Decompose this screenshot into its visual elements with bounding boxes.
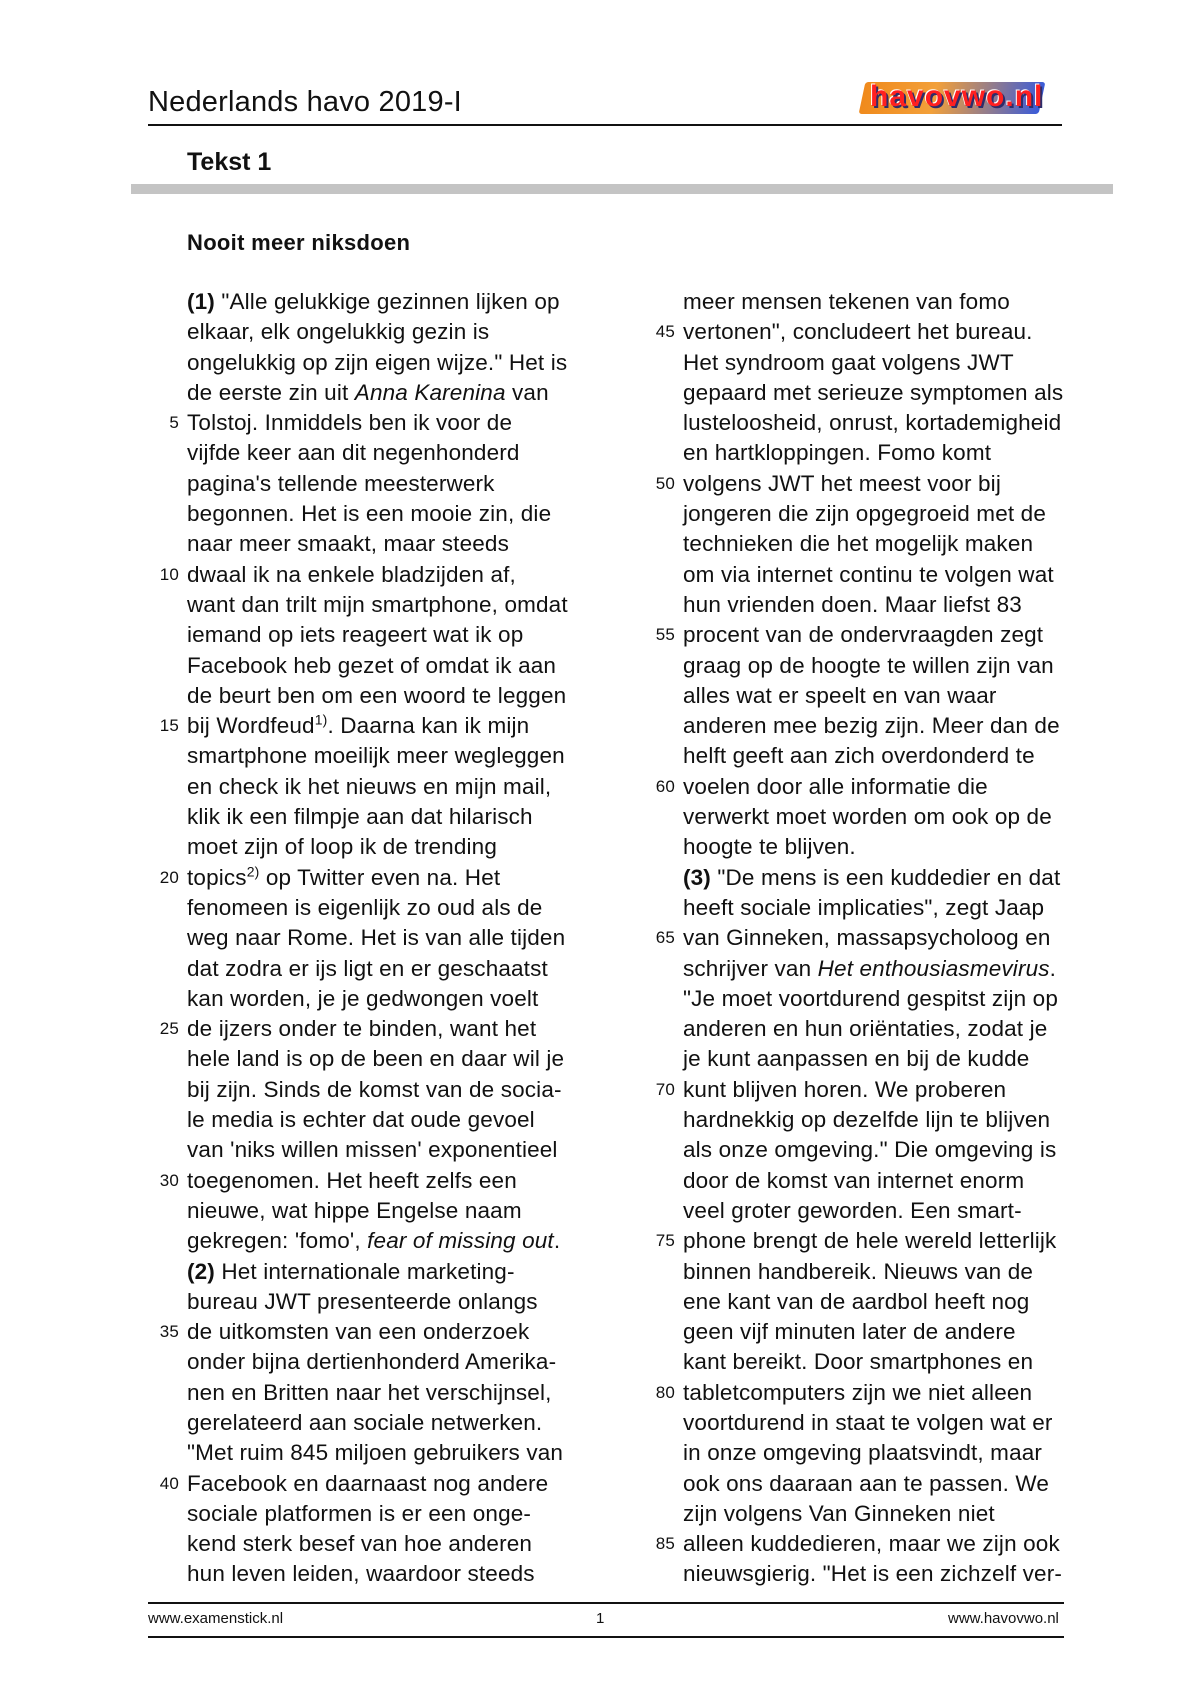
line-number: 15 — [159, 716, 179, 736]
text-line — [187, 590, 607, 620]
text-segment: elkaar, elk ongelukkig gezin is — [187, 319, 490, 345]
footnote-marker: 1) — [314, 711, 328, 728]
text-line — [187, 469, 607, 499]
text-segment: volgens JWT het meest voor bij — [683, 470, 1001, 496]
text-segment: weg naar Rome. Het is van alle tijden — [187, 925, 566, 951]
text-line — [683, 1287, 1103, 1317]
text-line — [187, 1438, 607, 1468]
paragraph-number: (3) — [683, 864, 711, 890]
text-line — [187, 1499, 607, 1529]
text-segment: Facebook en daarnaast nog andere — [187, 1470, 549, 1496]
text-line — [683, 499, 1103, 529]
text-line — [683, 832, 1103, 862]
text-line — [187, 1044, 607, 1074]
footer-link-examenstick[interactable]: www.examenstick.nl — [148, 1610, 284, 1627]
text-line — [683, 1196, 1103, 1226]
text-line — [187, 923, 607, 953]
text-line — [683, 1014, 1103, 1044]
text-segment: pagina's tellende meesterwerk — [187, 470, 495, 496]
paragraph-number: (2) — [187, 1258, 215, 1284]
text-line — [683, 438, 1103, 468]
text-line — [187, 893, 607, 923]
text-line — [683, 590, 1103, 620]
text-line — [187, 529, 607, 559]
text-line — [187, 1378, 607, 1408]
text-line — [683, 1559, 1103, 1589]
text-segment: van Ginneken, massapsycholoog en — [683, 925, 1051, 951]
line-number: 40 — [159, 1473, 179, 1493]
text-segment: voortdurend in staat te volgen wat er — [683, 1409, 1053, 1435]
text-line — [187, 1347, 607, 1377]
text-segment: "Met ruim 845 miljoen gebruikers van — [187, 1440, 564, 1466]
text-segment: vijfde keer aan dit negenhonderd — [187, 440, 520, 466]
text-line — [683, 1317, 1103, 1347]
text-segment: kunt blijven horen. We proberen — [683, 1076, 1007, 1102]
text-segment: Facebook heb gezet of omdat ik aan — [187, 652, 557, 678]
text-segment: je kunt aanpassen en bij de kudde — [683, 1046, 1030, 1072]
text-segment: dat zodra er ijs ligt en er geschaatst — [187, 955, 548, 981]
text-segment: nieuwe, wat hippe Engelse naam — [187, 1197, 522, 1223]
text-segment: helft geeft aan zich overdonderd te — [683, 743, 1035, 769]
text-line — [683, 529, 1103, 559]
text-line — [655, 923, 1103, 953]
line-number: 75 — [655, 1231, 675, 1251]
text-segment: hun leven leiden, waardoor steeds — [187, 1561, 535, 1587]
text-line — [187, 681, 607, 711]
text-line — [683, 954, 1103, 984]
text-segment: moet zijn of loop ik de trending — [187, 834, 497, 860]
paragraph-number: (1) — [187, 289, 215, 314]
logo-text: havovwo.nl — [870, 80, 1044, 113]
text-line — [683, 1044, 1103, 1074]
text-segment: de ijzers onder te binden, want het — [187, 1016, 537, 1042]
text-line — [655, 1529, 1103, 1559]
text-line — [683, 1347, 1103, 1377]
text-segment: nieuwsgierig. "Het is een zichzelf ver- — [683, 1561, 1062, 1587]
text-segment: "Alle gelukkige gezinnen lijken op — [214, 289, 560, 314]
footer-divider-bottom — [148, 1636, 1064, 1638]
header-title: Nederlands havo 2019-I — [148, 86, 462, 118]
line-number: 55 — [655, 625, 675, 645]
footnote-marker: 2) — [246, 863, 260, 880]
text-segment: dwaal ik na enkele bladzijden af, — [187, 561, 516, 587]
text-segment: technieken die het mogelijk maken — [683, 531, 1034, 557]
text-line — [159, 1469, 607, 1499]
text-line — [187, 1408, 607, 1438]
text-segment: topics — [187, 864, 247, 890]
text-segment: anderen en hun oriëntaties, zodat je — [683, 1016, 1048, 1042]
page-number: 1 — [596, 1610, 605, 1627]
text-line — [683, 1105, 1103, 1135]
text-line — [655, 469, 1103, 499]
text-segment: gekregen: 'fomo', — [187, 1228, 368, 1254]
text-segment: onder bijna dertienhonderd Amerika- — [187, 1349, 557, 1375]
line-number: 80 — [655, 1382, 675, 1402]
line-number: 65 — [655, 928, 675, 948]
text-segment: Tolstoj. Inmiddels ben ik voor de — [187, 410, 513, 436]
text-segment: alleen kuddedieren, maar we zijn ook — [683, 1531, 1060, 1557]
line-number: 25 — [159, 1019, 179, 1039]
text-line — [159, 1166, 607, 1196]
text-segment: graag op de hoogte te willen zijn van — [683, 652, 1054, 678]
text-line — [187, 348, 607, 378]
footer-link-havovwo[interactable]: www.havovwo.nl — [948, 1610, 1059, 1627]
text-line — [683, 863, 1103, 893]
text-line — [655, 620, 1103, 650]
text-line — [187, 772, 607, 802]
text-segment: en hartkloppingen. Fomo komt — [683, 440, 992, 466]
text-line — [683, 378, 1103, 408]
text-segment: iemand op iets reageert wat ik op — [187, 622, 524, 648]
text-line — [683, 802, 1103, 832]
text-line — [187, 317, 607, 347]
header-divider — [148, 124, 1062, 126]
text-line — [683, 893, 1103, 923]
text-segment: meer mensen tekenen van fomo — [683, 289, 1010, 314]
line-number: 60 — [655, 776, 675, 796]
text-segment: . — [1049, 955, 1057, 981]
line-number: 20 — [159, 867, 179, 887]
line-number: 70 — [655, 1079, 675, 1099]
text-segment: verwerkt moet worden om ook op de — [683, 804, 1052, 830]
text-segment: zijn volgens Van Ginneken niet — [683, 1500, 995, 1526]
text-line — [683, 984, 1103, 1014]
text-line — [159, 863, 607, 893]
text-segment: . Daarna kan ik mijn — [327, 713, 530, 739]
text-line — [159, 1317, 607, 1347]
line-number: 10 — [159, 564, 179, 584]
text-line — [159, 711, 607, 741]
text-segment: heeft sociale implicaties", zegt Jaap — [683, 894, 1045, 920]
text-line — [683, 681, 1103, 711]
text-segment: fear of missing out — [367, 1228, 554, 1254]
text-line — [187, 1105, 607, 1135]
text-segment: jongeren die zijn opgegroeid met de — [683, 501, 1046, 527]
text-line — [683, 651, 1103, 681]
text-line — [187, 1559, 607, 1589]
line-number: 85 — [655, 1534, 675, 1554]
article-title: Nooit meer niksdoen — [187, 230, 411, 255]
line-number: 50 — [655, 473, 675, 493]
text-segment: bij Wordfeud — [187, 713, 315, 739]
footer-divider-top — [148, 1602, 1064, 1604]
text-segment: "Je moet voortdurend gespitst zijn op — [683, 985, 1058, 1011]
text-segment: kend sterk besef van hoe anderen — [187, 1531, 533, 1557]
text-segment: bij zijn. Sinds de komst van de socia- — [187, 1076, 562, 1102]
text-line — [683, 1469, 1103, 1499]
text-line — [159, 1014, 607, 1044]
text-segment: hun vrienden doen. Maar liefst 83 — [683, 591, 1022, 617]
text-line — [159, 560, 607, 590]
text-line — [683, 408, 1103, 438]
text-segment: en check ik het nieuws en mijn mail, — [187, 773, 552, 799]
section-title: Tekst 1 — [187, 148, 272, 176]
text-line — [683, 1438, 1103, 1468]
text-line — [187, 499, 607, 529]
text-line — [655, 317, 1103, 347]
text-segment: van — [505, 379, 549, 405]
text-segment: begonnen. Het is een mooie zin, die — [187, 501, 552, 527]
text-line — [683, 348, 1103, 378]
text-line — [187, 1287, 607, 1317]
text-segment: van 'niks willen missen' exponentieel — [187, 1137, 558, 1163]
text-segment: le media is echter dat oude gevoel — [187, 1107, 535, 1133]
text-line — [683, 1166, 1103, 1196]
text-segment: door de komst van internet enorm — [683, 1167, 1025, 1193]
text-segment: binnen handbereik. Nieuws van de — [683, 1258, 1034, 1284]
text-segment: phone brengt de hele wereld letterlijk — [683, 1228, 1057, 1254]
text-segment: kant bereikt. Door smartphones en — [683, 1349, 1034, 1375]
text-line — [187, 378, 607, 408]
text-segment: bureau JWT presenteerde onlangs — [187, 1288, 538, 1314]
text-segment: op Twitter even na. Het — [259, 864, 501, 890]
text-line — [187, 1196, 607, 1226]
text-line — [187, 1075, 607, 1105]
text-line — [187, 620, 607, 650]
text-line — [683, 711, 1103, 741]
text-line — [683, 560, 1103, 590]
text-segment: de uitkomsten van een onderzoek — [187, 1319, 530, 1345]
text-segment: als onze omgeving." Die omgeving is — [683, 1137, 1057, 1163]
text-segment: Het enthousiasmevirus — [817, 955, 1050, 981]
line-number: 45 — [655, 322, 675, 342]
text-segment: gerelateerd aan sociale netwerken. — [187, 1409, 543, 1435]
text-line — [169, 408, 607, 438]
text-segment: de eerste zin uit — [187, 379, 355, 405]
text-line — [187, 438, 607, 468]
text-segment: om via internet continu te volgen wat — [683, 561, 1054, 587]
text-line — [683, 1408, 1103, 1438]
text-segment: gepaard met serieuze symptomen als — [683, 379, 1064, 405]
text-segment: want dan trilt mijn smartphone, omdat — [187, 591, 568, 617]
text-line — [187, 1257, 607, 1287]
text-line — [187, 1135, 607, 1165]
text-segment: Het syndroom gaat volgens JWT — [683, 349, 1014, 375]
text-segment: Het internationale marketing- — [214, 1258, 515, 1284]
text-segment: nen en Britten naar het verschijnsel, — [187, 1379, 552, 1405]
text-segment: in onze omgeving plaatsvindt, maar — [683, 1440, 1043, 1466]
text-line — [187, 984, 607, 1014]
text-line — [187, 802, 607, 832]
text-segment: veel groter geworden. Een smart- — [683, 1197, 1022, 1223]
text-segment: toegenomen. Het heeft zelfs een — [187, 1167, 517, 1193]
text-line — [655, 1075, 1103, 1105]
text-line — [187, 741, 607, 771]
text-line — [187, 1529, 607, 1559]
text-line — [655, 1378, 1103, 1408]
text-segment: de beurt ben om een woord te leggen — [187, 682, 567, 708]
text-segment: kan worden, je je gedwongen voelt — [187, 985, 539, 1011]
text-segment: "De mens is een kuddedier en dat — [710, 864, 1061, 890]
line-number: 5 — [169, 413, 179, 433]
text-segment: procent van de ondervraagden zegt — [683, 622, 1044, 648]
text-line — [187, 1226, 607, 1256]
text-line — [187, 651, 607, 681]
text-line — [187, 954, 607, 984]
text-segment: tabletcomputers zijn we niet alleen — [683, 1379, 1033, 1405]
text-line — [683, 1135, 1103, 1165]
text-segment: ongelukkig op zijn eigen wijze." Het is — [187, 349, 568, 375]
section-bar — [131, 184, 1113, 194]
line-number: 30 — [159, 1170, 179, 1190]
text-segment: hele land is op de been en daar wil je — [187, 1046, 565, 1072]
text-line — [683, 1257, 1103, 1287]
text-segment: ook ons daaraan aan te passen. We — [683, 1470, 1050, 1496]
text-segment: hoogte te blijven. — [683, 834, 856, 860]
text-column-left — [159, 287, 607, 1590]
text-segment: anderen mee bezig zijn. Meer dan de — [683, 713, 1060, 739]
text-line — [683, 1499, 1103, 1529]
text-segment: . — [553, 1228, 561, 1254]
text-line — [655, 772, 1103, 802]
text-segment: fenomeen is eigenlijk zo oud als de — [187, 894, 543, 920]
text-segment: naar meer smaakt, maar steeds — [187, 531, 509, 557]
text-segment: Anna Karenina — [354, 379, 506, 405]
text-line — [187, 832, 607, 862]
text-line — [655, 1226, 1103, 1256]
text-segment: ene kant van de aardbol heeft nog — [683, 1288, 1030, 1314]
text-segment: schrijver van — [683, 955, 818, 981]
text-segment: vertonen", concludeert het bureau. — [683, 319, 1033, 345]
line-number: 35 — [159, 1322, 179, 1342]
text-segment: sociale platformen is er een onge- — [187, 1500, 532, 1526]
havovwo-logo[interactable] — [862, 80, 1054, 120]
text-segment: hardnekkig op dezelfde lijn te blijven — [683, 1107, 1051, 1133]
text-line — [683, 287, 1103, 317]
text-column-right — [655, 287, 1103, 1590]
text-segment: voelen door alle informatie die — [683, 773, 988, 799]
text-segment: geen vijf minuten later de andere — [683, 1319, 1016, 1345]
text-segment: smartphone moeilijk meer wegleggen — [187, 743, 565, 769]
text-segment: klik ik een filmpje aan dat hilarisch — [187, 804, 533, 830]
text-line — [683, 741, 1103, 771]
text-line — [187, 287, 607, 317]
text-segment: alles wat er speelt en van waar — [683, 682, 997, 708]
text-segment: lusteloosheid, onrust, kortademigheid — [683, 410, 1062, 436]
